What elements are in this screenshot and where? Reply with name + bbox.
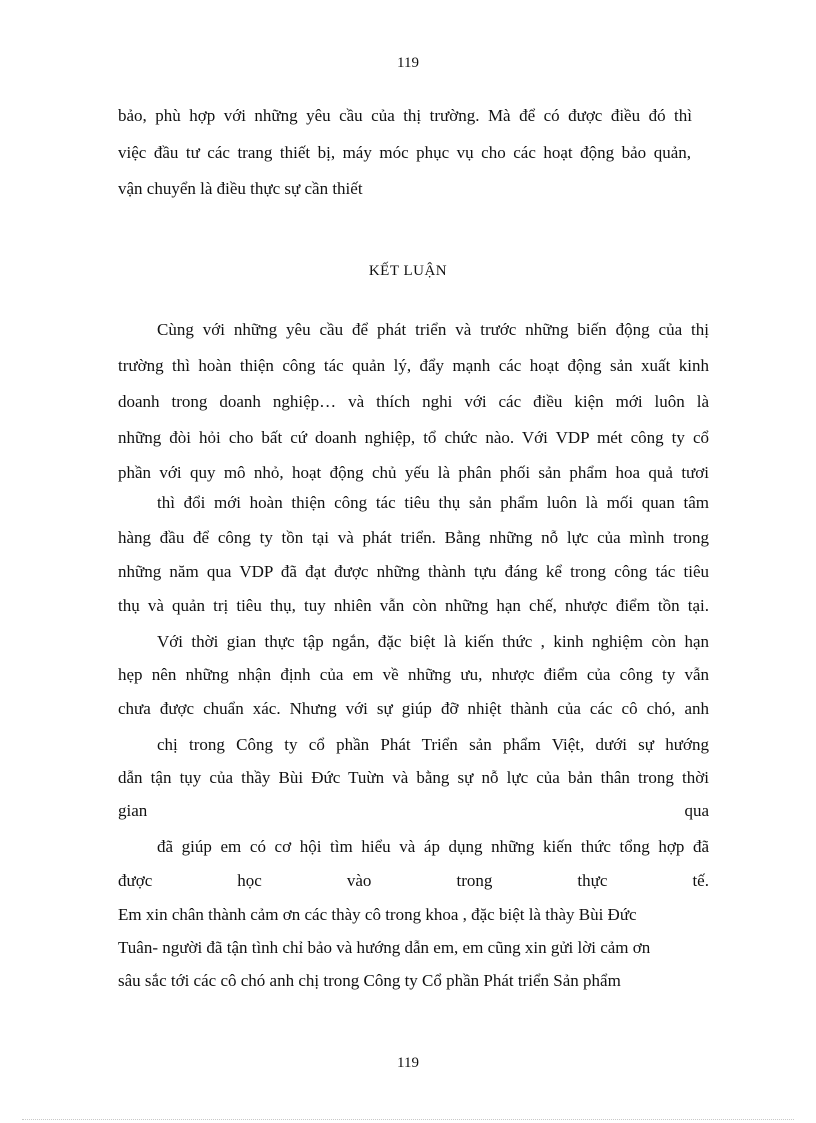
body-line: hẹp nên những nhận định của em về những ưu, nhược điểm của công ty vẫn (118, 665, 709, 684)
body-line: sâu sắc tới các cô chó anh chị trong Công ty Cổ phần Phát triển Sản phẩm (118, 971, 621, 990)
body-line: hàng đầu để công ty tồn tại và phát triển. Bằng những nỗ lực của mình trong (118, 528, 709, 547)
section-heading: KẾT LUẬN (368, 263, 448, 279)
body-line: những đòi hỏi cho bất cứ doanh nghiệp, tổ chức nào. Với VDP mét công ty cổ (118, 428, 709, 447)
word: được (118, 871, 153, 890)
word: học (237, 871, 262, 890)
spread-line (118, 870, 709, 892)
page-edge-rule (22, 1119, 794, 1120)
spread-line (118, 800, 709, 822)
body-line: Cùng với những yêu cầu để phát triển và trước những biến động của thị (157, 320, 709, 339)
body-line: đã giúp em có cơ hội tìm hiểu và áp dụng những kiến thức tổng hợp đã (157, 837, 709, 856)
word: tế. (692, 871, 709, 890)
body-line: Em xin chân thành cảm ơn các thày cô trong khoa , đặc biệt là thày Bùi Đức (118, 905, 637, 924)
body-line: chị trong Công ty cổ phần Phát Triển sản phẩm Việt, dưới sự hướng (157, 735, 709, 754)
word: vào (346, 871, 372, 890)
body-line: Tuân- người đã tận tình chỉ bảo và hướng dẫn em, em cũng xin gửi lời cảm ơn (118, 938, 651, 957)
body-line: thì đổi mới hoàn thiện công tác tiêu thụ sản phẩm luôn là mối quan tâm (157, 493, 709, 512)
body-line: Với thời gian thực tập ngắn, đặc biệt là kiến thức , kinh nghiệm còn hạn (157, 632, 709, 651)
body-line: doanh trong doanh nghiệp… và thích nghi với các điều kiện mới luôn là (118, 392, 709, 411)
body-line: chưa được chuẩn xác. Nhưng với sự giúp đỡ nhiệt thành của các cô chó, anh (118, 699, 709, 718)
body-line: việc đầu tư các trang thiết bị, máy móc phục vụ cho các hoạt động bảo quản, (118, 143, 691, 162)
word: thực (577, 871, 608, 890)
body-line: thụ và quản trị tiêu thụ, tuy nhiên vẫn còn những hạn chế, nhược điểm tồn tại. (118, 596, 709, 615)
word: gian (118, 801, 148, 820)
body-line: trường thì hoàn thiện công tác quản lý, đẩy mạnh các hoạt động sản xuất kinh (118, 356, 709, 375)
body-line: dẫn tận tụy của thầy Bùi Đức Tuừn và bằng sự nỗ lực của bản thân trong thời (118, 768, 709, 787)
page-number-top: 119 (397, 55, 419, 71)
body-line: phần với quy mô nhỏ, hoạt động chủ yếu là phân phối sản phẩm hoa quả tươi (118, 463, 709, 482)
word: qua (684, 801, 709, 820)
word: trong (456, 871, 493, 890)
body-line: những năm qua VDP đã đạt được những thành tựu đáng kể trong công tác tiêu (118, 562, 709, 581)
body-line: vận chuyển là điều thực sự cần thiết (118, 179, 363, 198)
page-number-bottom: 119 (397, 1055, 419, 1071)
body-line: bảo, phù hợp với những yêu cầu của thị trường. Mà để có được điều đó thì (118, 106, 692, 125)
